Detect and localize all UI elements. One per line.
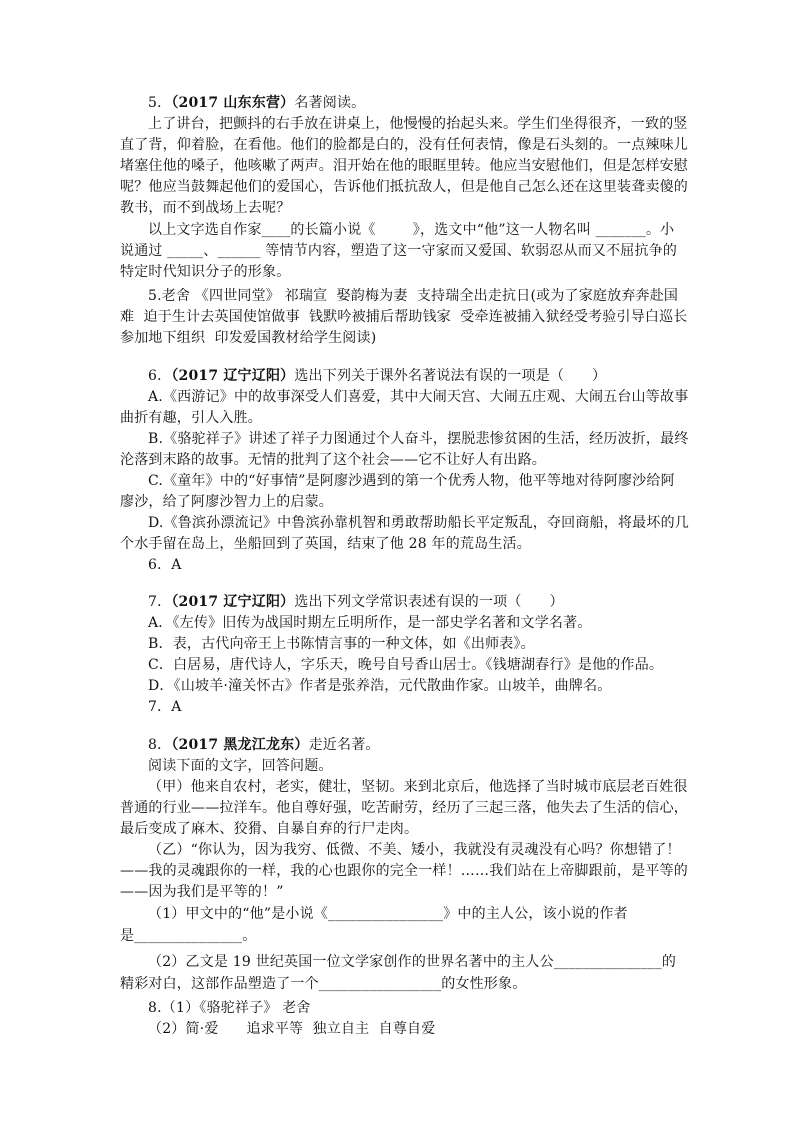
q7-option-line: C．白居易，唐代诗人，字乐天，晚号自号香山居士。《钱塘湖春行》是他的作品。	[148, 657, 664, 673]
q8-intro: 阅读下面的文字，回答问题。	[148, 758, 333, 774]
q5-answer-line: 参加地下组织 印发爱国教材给学生阅读)	[120, 330, 377, 346]
q5-passage-line: 教书，而不到战场上去呢？	[120, 200, 291, 216]
q8-heading: 8．（2017 黑龙江龙东）走近名著。	[148, 737, 380, 753]
q6-option-line: 沦落到末路的故事。无情的批判了这个社会——它不让好人有出路。	[120, 452, 546, 468]
q8-passage-line: （乙）“你认为，因为我穷、低微、不美、矮小，我就没有灵魂没有心吗？你想错了！	[148, 842, 681, 858]
q7-answer: 7．A	[148, 699, 182, 715]
q5-answer-line: 难 迫于生计去英国使馆做事 钱默吟被捕后帮助钱家 受牵连被捕入狱经受考验引导白巡长	[120, 309, 688, 325]
q8-passage-line: ——我的灵魂跟你的一样，我的心也跟你的完全一样！……我们站在上帝脚跟前，是平等的	[120, 863, 688, 879]
q8-answer-2: （2）简·爱 追求平等 独立自主 自尊自爱	[148, 1021, 436, 1037]
q5-question-line: 以上文字选自作家____的长篇小说《 》，选文中“他”这一人物名叫 _______。小	[148, 222, 675, 238]
q6-option-line: A.《西游记》中的故事深受人们喜爱，其中大闹天宫、大闹五庄观、大闹五台山等故事	[148, 389, 689, 405]
q7-option-line: B．表，古代向帝王上书陈情言事的一种文体，如《出师表》。	[148, 636, 535, 652]
q8-question-2-line: 精彩对白，这部作品塑造了一个_________________的女性形象。	[120, 976, 527, 992]
q5-passage-line: 上了讲台，把颤抖的右手放在讲桌上，他慢慢的抬起头来。学生们坐得很齐，一致的竖	[148, 116, 688, 132]
q8-passage-line: ——因为我们是平等的！”	[120, 884, 284, 900]
q8-question-2-line: （2）乙文是 19 世纪英国一位文学家创作的世界名著中的主人公_______________的	[148, 954, 677, 970]
q7-option-line: D．《山坡羊·潼关怀古》作者是张养浩，元代散曲作家。山坡羊，曲牌名。	[148, 678, 612, 694]
q8-passage-line: 普通的行业——拉洋车。他自尊好强，吃苦耐劳，经历了三起三落，他失去了生活的信心，	[120, 800, 688, 816]
q5-answer-line: 5.老舍 《四世同堂》 祁瑞宣 娶韵梅为妻 支持瑞全出走抗日(或为了家庭放弃奔赴国	[148, 288, 679, 304]
q5-question-line: 特定时代知识分子的形象。	[120, 264, 291, 280]
q5-question-line: 说通过 _____、______ 等情节内容，塑造了这一守家而又爱国、软弱忍从而又不屈抗争的	[120, 243, 678, 259]
q6-answer: 6．A	[148, 557, 182, 573]
q6-option-line: 廖沙，给了阿廖沙智力上的启蒙。	[120, 494, 333, 510]
q8-answer-1: 8.（1）《骆驼祥子》 老舍	[148, 1000, 311, 1016]
q5-passage-line: 直了背，仰着脸，在看他。他们的脸都是白的，没有任何表情，像是石头刻的。一点辣味儿	[120, 137, 688, 153]
q8-passage-line: （甲）他来自农村，老实，健壮，坚韧。来到北京后，他选择了当时城市底层老百姓很	[148, 779, 688, 795]
q7-option-line: A．《左传》旧传为战国时期左丘明所作，是一部史学名著和文学名著。	[148, 615, 592, 631]
q8-passage-line: 最后变成了麻木、狡猾、自暴自弃的行尸走肉。	[120, 821, 419, 837]
q5-heading: 5．（2017 山东东营）名著阅读。	[148, 95, 366, 111]
q8-question-1-line: （1）甲文中的“他”是小说《________________》中的主人公，该小说的作者	[148, 906, 628, 922]
q6-option-line: 曲折有趣，引人入胜。	[120, 410, 262, 426]
q5-passage-line: 堵塞住他的嗓子，他咳嗽了两声。泪开始在他的眼眶里转。他应当安慰他们，但是怎样安慰	[120, 158, 688, 174]
q6-option-line: C.《童年》中的“好事情”是阿廖沙遇到的第一个优秀人物，他平等地对待阿廖沙给阿	[148, 473, 675, 489]
q6-option-line: 个水手留在岛上，坐船回到了英国，结束了他 28 年的荒岛生活。	[120, 536, 531, 552]
q6-option-line: D.《鲁滨孙漂流记》中鲁滨孙靠机智和勇敢帮助船长平定叛乱，夺回商船，将最坏的几	[148, 515, 689, 531]
q7-heading: 7．（2017 辽宁辽阳）选出下列文学常识表述有误的一项（ ）	[148, 594, 564, 610]
q5-passage-line: 呢？他应当鼓舞起他们的爱国心，告诉他们抵抗敌人，但是他自己怎么还在这里装聋卖傻的	[120, 179, 688, 195]
q8-question-1-line: 是_______________。	[120, 928, 257, 944]
q6-option-line: B.《骆驼祥子》讲述了祥子力图通过个人奋斗，摆脱悲惨贫困的生活，经历波折，最终	[148, 431, 689, 447]
q6-heading: 6．（2017 辽宁辽阳）选出下列关于课外名著说法有误的一项是（ ）	[148, 368, 607, 384]
